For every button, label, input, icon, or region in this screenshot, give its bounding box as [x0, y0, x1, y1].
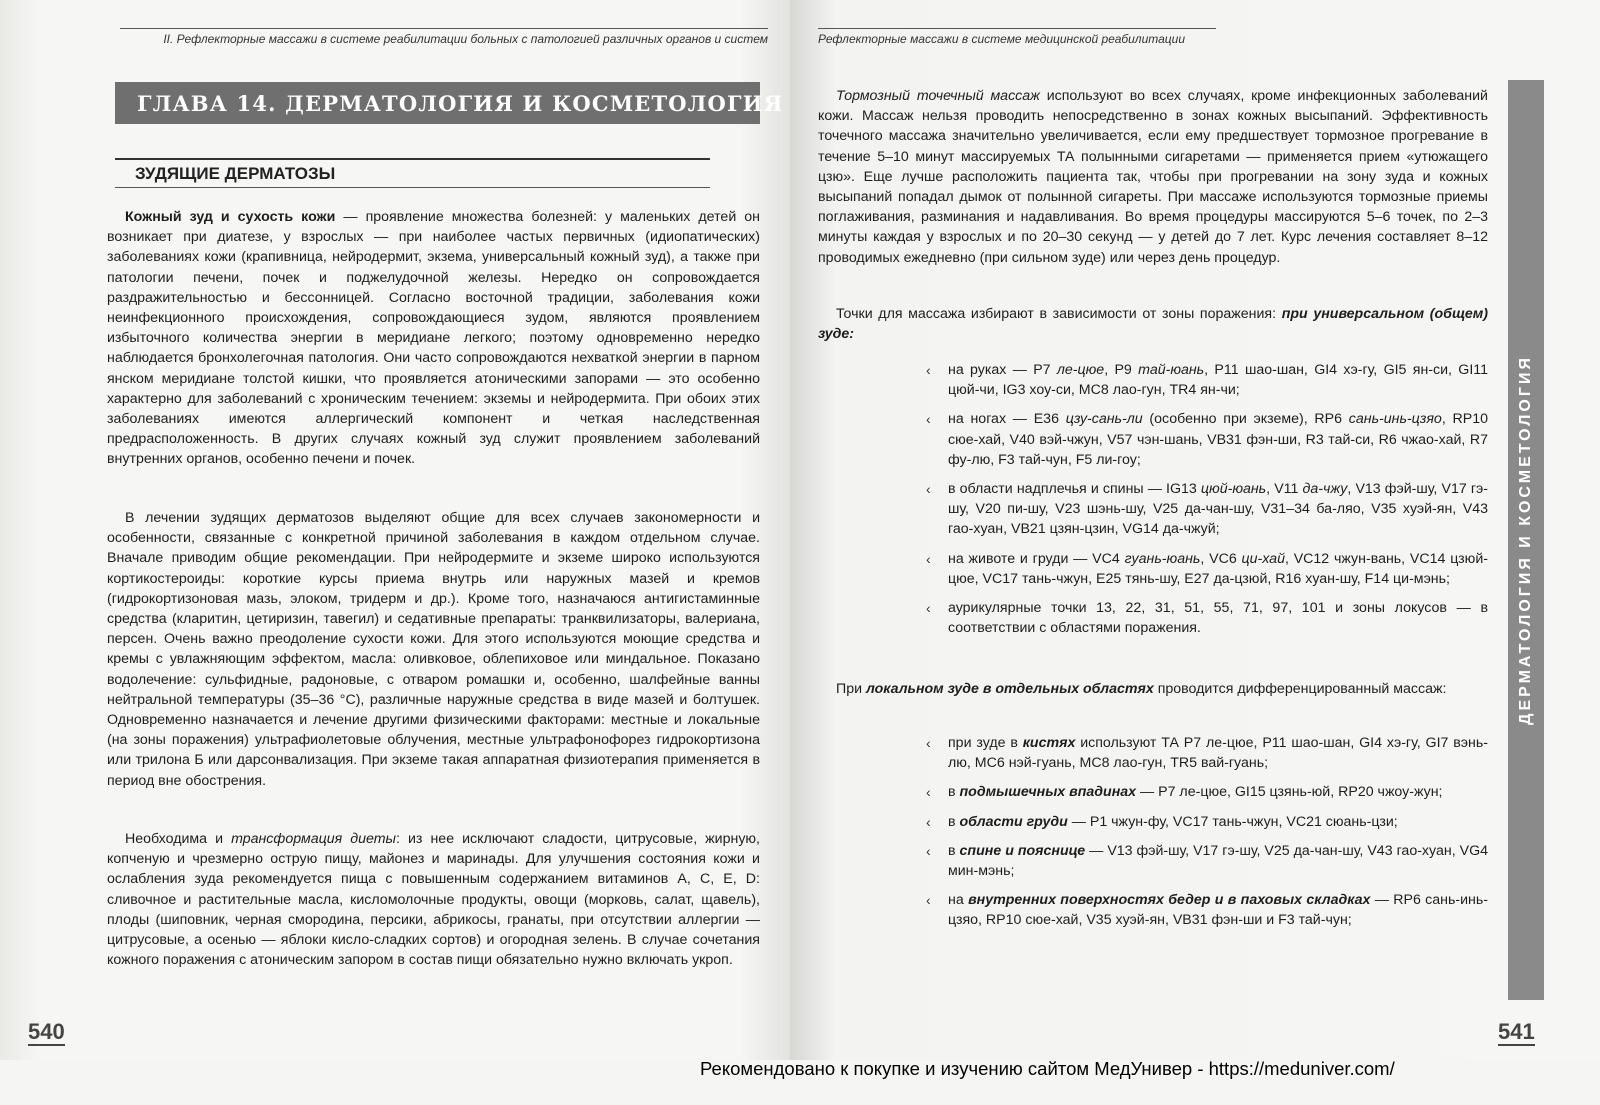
chevron-bullet-icon: ‹ — [926, 600, 931, 617]
list-item: ‹ при зуде в кистях используют ТА Р7 ле-цюе, Р11 шао-шан, GI4 хэ-гу, GI7 вэнь-лю, МС6 нэй-гуань, МС8 лао-гун, TR5 вай-гуань; — [926, 735, 1489, 772]
running-head-right: Рефлекторные массажи в системе медицинской реабилитации — [818, 28, 1216, 46]
chevron-bullet-icon: ‹ — [926, 411, 931, 428]
section-rule-bottom — [115, 187, 710, 188]
footer-recommendation: Рекомендовано к покупке и изучению сайтом МедУнивер - https://meduniver.com/ — [700, 1058, 1395, 1079]
list-item: ‹ в области надплечья и спины — IG13 цюй-юань, V11 да-чжу, V13 фэй-шу, V17 гэ-шу, V20 пи-шу, V23 шэнь-шу, V25 да-чан-шу, V31–34 ба-ляо, V35 хуэй-ян, V43 гао-хуан, VB21 цзян-цзин, VG14 да-чжуй; — [926, 481, 1488, 538]
chapter-title: ГЛАВА 14. ДЕРМАТОЛОГИЯ И КОСМЕТОЛОГИЯ — [137, 91, 784, 116]
left-page — [0, 0, 790, 1060]
chevron-bullet-icon: ‹ — [926, 813, 931, 830]
running-head-left: II. Рефлекторные массажи в системе реабилитации больных с патологией различных органов и систем — [120, 28, 768, 46]
list-item: ‹ на ногах — Е36 цзу-сань-ли (особенно при экземе), RP6 сань-инь-цзяо, RP10 сюе-хай, V40 вэй-чжун, V57 чэн-шань, VB31 фэн-ши, R3 тай-си, R6 чжао-хай, R7 фу-лю, F3 тай-чун, F5 ли-гоу; — [926, 411, 1489, 468]
term-universal-itch: при универсальном (общем) зуде: — [818, 306, 1488, 343]
paragraph-3-a: Необходима и — [125, 831, 232, 847]
chevron-bullet-icon: ‹ — [926, 550, 931, 567]
paragraph-2-text: В лечении зудящих дерматозов выделяют общие для всех случаев закономерности и особенности, связанные с конкретной причиной заболевания в каждом отдельном случае. Вначале приводим общие рекомендации. При нейродермите и экземе широко используются кортикостероиды: короткие курсы приема внутрь или наружных мазей и кремов (гидрокортизоновая мазь, элоком, тридерм и др.). Кроме того, назначаюся антигистаминные средства (кларитин, цетиризин, тавегил) и седативные препараты: транквилизаторы, валериана, персен. Очень важно преодоление сухости кожи. Для этого используются моющие средства и кремы с увлажняющим эффектом, масла: оливковое, облепиховое или миндальное. Показано водолечение: сульфидные, радоновые, с отваром ромашки и, особенно, шалфейные ванны нейтральной температуры (35–36 °С), различные наружные средства в виде мазей и болтушек. Одновременно назначается и лечение другими физическими факторами: местные и локальные (на зоны поражения) ультрафиолетовые облучения, местные ультрафонофорез гидрокортизона или трилона Б или дарсонвализация. При экземе такая аппаратная физиотерапия применяется в период вне обострения. — [107, 510, 760, 789]
chevron-bullet-icon: ‹ — [926, 735, 931, 751]
right-paragraph-2-a: Точки для массажа избирают в зависимости от зоны поражения: — [836, 306, 1282, 322]
list-item: ‹ в спине и пояснице — V13 фэй-шу, V17 гэ-шу, V25 да-чан-шу, V43 гао-хуан, VG4 мин-мэнь; — [926, 842, 1488, 880]
term-local-itch: локальном зуде в отдельных областях — [865, 681, 1154, 697]
paragraph-3 — [107, 829, 760, 970]
points-list-local — [926, 733, 1489, 931]
section-rule-top — [115, 158, 710, 160]
paragraph-3-b: : из нее исключают сладости, цитрусовые, жирную, копченую и чрезмерно острую пищу, майонез и маринады. Для улучшения состояния кожи и ослабления зуда рекомендуется пища с повышенным содержанием витаминов А, С, Е, D: сливочное и растительные масла, кисломолочные продукты, овощи (морковь, салат, щавель), плоды (шиповник, черная смородина, персики, абрикосы, гранаты, при отсутствии аллергии — цитрусовые, а осенью — яблоки кисло-сладких сортов) и огородная зелень. В случае сочетания кожного поражения с атоническим запором в состав пищи обязательно нужно включать укроп. — [107, 831, 761, 969]
chevron-bullet-icon: ‹ — [926, 481, 931, 498]
side-tab-label: ДЕРМАТОЛОГИЯ И КОСМЕТОЛОГИЯ — [1517, 355, 1534, 725]
page-number-right: 541 — [1498, 1019, 1535, 1044]
list-item: ‹ аурикулярные точки 13, 22, 31, 51, 55, 71, 97, 101 и зоны локусов — в соответствии с областями поражения. — [926, 600, 1488, 637]
list-item: ‹ в подмышечных впадинах — Р7 ле-цюе, GI15 цзянь-юй, RP20 чжоу-жун; — [948, 782, 1488, 802]
list-item: ‹ в области груди — Р1 чжун-фу, VC17 тань-чжун, VC21 сюань-цзи; — [948, 812, 1488, 832]
term-inhibitory-massage: Тормозный точечный массаж — [836, 88, 1040, 104]
list-item: ‹ на внутренних поверхностях бедер и в паховых складках — RP6 сань-инь-цзяо, RP10 сюе-хай, V35 хуэй-ян, VB31 фэн-ши и F3 тай-чун; — [926, 892, 1488, 929]
page-number-left: 540 — [28, 1019, 65, 1044]
right-paragraph-1 — [818, 86, 1488, 268]
list-item: ‹ на руках — Р7 ле-цюе, Р9 тай-юань, Р11 шао-шан, GI4 хэ-гу, GI5 ян-си, GI11 цюй-чи, IG3 хоу-си, МС8 лао-гун, TR4 ян-чи; — [926, 362, 1488, 399]
paragraph-1 — [107, 207, 760, 470]
paragraph-2 — [107, 508, 760, 791]
chevron-bullet-icon: ‹ — [926, 842, 931, 859]
list-item: ‹ на животе и груди — VC4 гуань-юань, VC6 ци-хай, VC12 чжун-вань, VC14 цзюй-цюе, VC17 тань-чжун, Е25 тянь-шу, Е27 да-цзюй, R16 хуан-шу, F14 ци-мэнь; — [926, 550, 1488, 587]
right-paragraph-3-b: проводится дифференцированный массаж: — [1153, 681, 1447, 697]
section-title: ЗУДЯЩИЕ ДЕРМАТОЗЫ — [135, 164, 336, 183]
term-skin-itch: Кожный зуд и сухость кожи — [125, 209, 336, 225]
right-paragraph-3-a: При — [836, 681, 866, 697]
chevron-bullet-icon: ‹ — [926, 362, 931, 378]
paragraph-1-text: — проявление множества болезней: у маленьких детей он возникает при диатезе, у взрослых — при наиболее частых первичных (идиопатических) заболеваниях кожи (крапивница, нейродермит, экзема, универсальный кожный зуд), а также при патологии печени, почек и поджелудочной железы. Нередко он сопровождается раздражительностью и бессонницей. Согласно восточной традиции, заболевания кожи неинфекционного происхождения, сопровождающиеся зудом, являются проявлением избыточного количества энергии в меридиане легкого; поэтому одновременно нередко наблюдается бронхолегочная патология. Они часто сопровождаются нехваткой энергии в парном янском меридиане толстой кишки, что проявляется атоническими запорами — это особенно характерно для заболеваний с хроническим течением: экземы и нейродермита. При обоих этих заболеваниях имеются аллергический компонент и четкая наследственная предрасположенность. В других случаях кожный зуд служит проявлением заболеваний внутренних органов, особенно печени и почек. — [107, 209, 760, 468]
right-paragraph-2 — [818, 304, 1488, 344]
chapter-banner — [115, 82, 784, 124]
right-paragraph-3 — [818, 679, 1488, 699]
chevron-bullet-icon: ‹ — [926, 784, 931, 801]
chevron-bullet-icon: ‹ — [926, 892, 931, 909]
term-diet: трансформация диеты — [231, 831, 397, 847]
points-list-general — [926, 360, 1489, 638]
right-paragraph-1-text: используют во всех случаях, кроме инфекционных заболеваний кожи. Массаж нельзя проводить непосредственно в зонах кожных высыпаний. Эффективность точечного массажа значительно увеличивается, если ему предшествует тормозное прогревание в течение 5–10 минут массируемых ТА полынными сигаретами — применяется прием «утюжащего цзю». Еще лучше расположить пациента так, чтобы при прогревании на зону зуда и кожных высыпаний попадал дымок от полынной сигареты. При массаже используются тормозные приемы поглаживания, разминания и надавливания. Во время процедуры массируются 5–6 точек, по 2–3 минуты каждая у взрослых и по 20–30 секунд — у детей до 7 лет. Курс лечения составляет 8–12 проводимых ежедневно (при сильном зуде) или через день процедур. — [818, 88, 1488, 266]
